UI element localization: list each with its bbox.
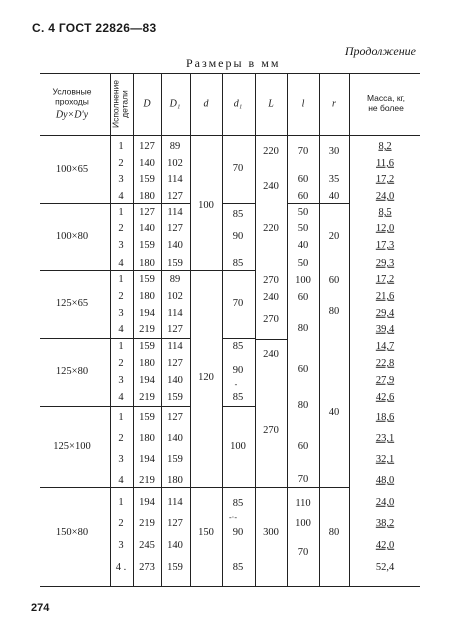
group-label: 125×65 [55,297,89,309]
D1-cell: 127 [167,411,183,423]
D-cell: 194 [139,496,155,508]
column-rule [190,73,191,586]
header-detail-line2: детали [120,90,130,118]
D-cell: 159 [139,340,155,352]
group-separator [40,406,190,407]
cell-separator [190,270,222,271]
group-separator [40,203,190,204]
d1-value: 85 [232,257,244,269]
mass-cell: 11,6 [376,157,394,169]
column-rule [133,73,134,586]
l-value: 110 [295,497,311,509]
header-l: l [301,98,305,110]
exec-cell: 4 [118,190,124,202]
D-cell: 219 [139,517,155,529]
mass-cell: 38,2 [375,517,395,529]
table-top-rule [40,73,420,74]
mass-cell: 27,9 [375,374,395,386]
d1-value: 70 [232,162,244,174]
D1-cell: 89 [169,140,181,152]
mass-cell: 17,2 [375,273,395,285]
header-conditional-passages [53,87,92,120]
D-cell: 140 [139,222,155,234]
D1-cell: 159 [167,257,183,269]
mass-cell: 42,0 [375,539,395,551]
l-value: 60 [297,363,309,375]
D1-cell: 127 [167,517,183,529]
exec-cell: 1 [118,496,124,508]
r-value: 30 [328,145,340,157]
D1-cell: 114 [167,206,183,218]
L-value: 240 [263,180,279,192]
l-value: 80 [297,399,309,411]
header-r: r [332,98,336,110]
exec-cell: 1 [118,340,124,352]
exec-cell: 2 [118,157,124,169]
exec-cell: 3 [118,307,124,319]
header-mass-line2: не более [368,103,404,113]
D1-cell: 127 [167,222,183,234]
exec-cell: 3 [118,173,124,185]
exec-cell: 3 [118,453,124,465]
exec-cell: 2 [118,432,124,444]
D-cell: 140 [139,157,155,169]
D1-cell: 140 [167,239,183,251]
cell-separator [255,487,287,488]
D1-cell: 159 [167,391,183,403]
column-rule [319,73,320,586]
D1-cell: 127 [167,323,183,335]
L-value: 300 [263,526,279,538]
l-value: 60 [297,190,309,202]
group-separator [40,338,190,339]
D1-cell: 159 [167,453,183,465]
cell-separator [190,487,222,488]
cell-separator [222,338,255,339]
l-value: 50 [297,222,309,234]
header-d1: d₁ [233,98,243,110]
mass-cell: 12,0 [375,222,395,234]
L-value: 270 [263,313,279,325]
header-mass-line1: Масса, кг, [367,93,405,104]
d1-value: 85 [232,208,244,220]
cell-separator [319,203,349,204]
D1-cell: 102 [167,290,183,302]
l-value: 70 [297,473,309,485]
l-value: 40 [297,239,309,251]
D1-cell: 127 [167,190,183,202]
header-L: L [268,98,274,110]
mass-cell: 21,6 [375,290,395,302]
l-value: 60 [297,291,309,303]
d1-value: 85 [232,561,244,573]
column-rule [110,73,111,586]
column-rule [161,73,162,586]
exec-cell: 3 [118,539,124,551]
mass-cell: 48,0 [375,474,395,486]
l-value: 60 [297,440,309,452]
D-cell: 194 [139,453,155,465]
l-value: 50 [297,206,309,218]
D1-cell: 140 [167,374,183,386]
D1-cell: 127 [167,357,183,369]
r-value: 80 [328,305,340,317]
l-value: 70 [297,145,309,157]
exec-cell: 4 [118,323,124,335]
header-d: d [203,98,209,110]
page-number: 274 [31,602,50,614]
header-D1: D₁ [169,98,181,110]
column-rule [287,73,288,586]
D-cell: 273 [139,561,155,573]
cell-separator [319,487,349,488]
D1-cell: 102 [167,157,183,169]
group-separator [40,487,190,488]
cell-separator [222,487,255,488]
l-value: 50 [297,257,309,269]
table-bottom-rule [40,586,420,587]
continuation-label: Продолжение [344,44,416,58]
mass-cell: 23,1 [375,432,395,444]
d-value: 120 [198,371,214,383]
column-rule [222,73,223,586]
D1-cell: 180 [167,474,183,486]
mass-cell: 17,3 [375,239,395,251]
cell-separator [287,203,319,204]
group-label: 100×65 [55,163,89,175]
D1-cell: 114 [167,173,183,185]
D1-cell: 114 [167,340,183,352]
r-value: 80 [328,526,340,538]
scan-mark: -·- [229,513,237,522]
d1-value: 90 [232,364,244,376]
d-value: 150 [198,526,214,538]
exec-cell: 4 [118,257,124,269]
l-value: 80 [297,322,309,334]
cell-separator [222,270,255,271]
L-value: 270 [263,274,279,286]
D1-cell: 159 [167,561,183,573]
exec-cell: 2 [118,222,124,234]
L-value: 220 [263,145,279,157]
cell-separator [255,339,287,340]
group-label: 125×80 [55,365,89,377]
D-cell: 159 [139,173,155,185]
d1-value: 85 [232,391,244,403]
D-cell: 219 [139,323,155,335]
d-value: 100 [198,199,214,211]
D-cell: 159 [139,273,155,285]
D1-cell: 114 [167,307,183,319]
d1-value: 90 [232,230,244,242]
column-rule [255,73,256,586]
D-cell: 180 [139,432,155,444]
L-value: 240 [263,348,279,360]
mass-cell: 29,4 [375,307,395,319]
D-cell: 180 [139,257,155,269]
L-value: 270 [263,424,279,436]
D-cell: 219 [139,391,155,403]
exec-cell: 2 [118,357,124,369]
mass-cell: 8,5 [378,206,392,218]
header-D: D [143,98,151,110]
D-cell: 127 [139,206,155,218]
cell-separator [222,406,255,407]
exec-cell: 1 [118,206,124,218]
exec-cell: 4 [118,474,124,486]
header-detail-version [112,80,131,128]
exec-cell: 3 [118,239,124,251]
d1-value: 70 [232,297,244,309]
r-value: 35 [328,173,340,185]
D1-cell: 140 [167,432,183,444]
r-value: 40 [328,190,340,202]
D-cell: 180 [139,357,155,369]
d1-value: 85 [232,497,244,509]
l-value: 100 [295,274,311,286]
exec-cell: 2 [118,290,124,302]
mass-cell: 8,2 [378,140,392,152]
D-cell: 180 [139,190,155,202]
header-cond-line3: Dy×D'y [55,109,89,121]
l-value: 100 [295,517,311,529]
exec-cell: 3 [118,374,124,386]
table-header-rule [40,135,420,136]
D-cell: 194 [139,374,155,386]
exec-cell: 2 [118,517,124,529]
mass-cell: 52,4 [375,561,395,573]
D-cell: 159 [139,239,155,251]
group-label: 150×80 [55,526,89,538]
group-label: 100×80 [55,230,89,242]
header-detail-line1: Исполнение [110,79,121,129]
D-cell: 245 [139,539,155,551]
d1-value: 90 [232,526,244,538]
D-cell: 219 [139,474,155,486]
r-value: 20 [328,230,340,242]
d1-value: 100 [230,440,246,452]
L-value: 220 [263,222,279,234]
L-value: 240 [263,291,279,303]
scan-mark: - [234,380,238,389]
l-value: 70 [297,546,309,558]
mass-cell: 18,6 [375,411,395,423]
D-cell: 159 [139,411,155,423]
exec-cell: 1 [118,140,124,152]
group-label: 125×100 [53,440,91,452]
exec-cell: 1 [118,411,124,423]
header-cond-line2: проходы [55,96,89,107]
mass-cell: 42,6 [375,391,395,403]
mass-cell: 29,3 [375,257,395,269]
column-rule [349,73,350,586]
mass-cell: 24,0 [375,496,395,508]
header-cond-line1: Условные [52,86,92,97]
D1-cell: 114 [167,496,183,508]
r-value: 40 [328,406,340,418]
D1-cell: 140 [167,539,183,551]
mass-cell: 39,4 [375,323,395,335]
page-header: С. 4 ГОСТ 22826—83 [32,21,157,35]
D-cell: 180 [139,290,155,302]
header-mass [367,94,405,114]
exec-cell: 1 [118,273,124,285]
mass-cell: 14,7 [375,340,395,352]
group-separator [40,270,190,271]
cell-separator [222,203,255,204]
dimensions-caption: Размеры в мм [186,56,281,70]
l-value: 60 [297,173,309,185]
mass-cell: 24,0 [375,190,395,202]
exec-cell: 4 [118,391,124,403]
cell-separator [287,487,319,488]
exec-cell: 4 . [115,561,127,573]
d1-value: 85 [232,340,244,352]
D1-cell: 89 [169,273,181,285]
D-cell: 127 [139,140,155,152]
mass-cell: 32,1 [375,453,395,465]
D-cell: 194 [139,307,155,319]
r-value: 60 [328,274,340,286]
mass-cell: 22,8 [375,357,395,369]
mass-cell: 17,2 [375,173,395,185]
